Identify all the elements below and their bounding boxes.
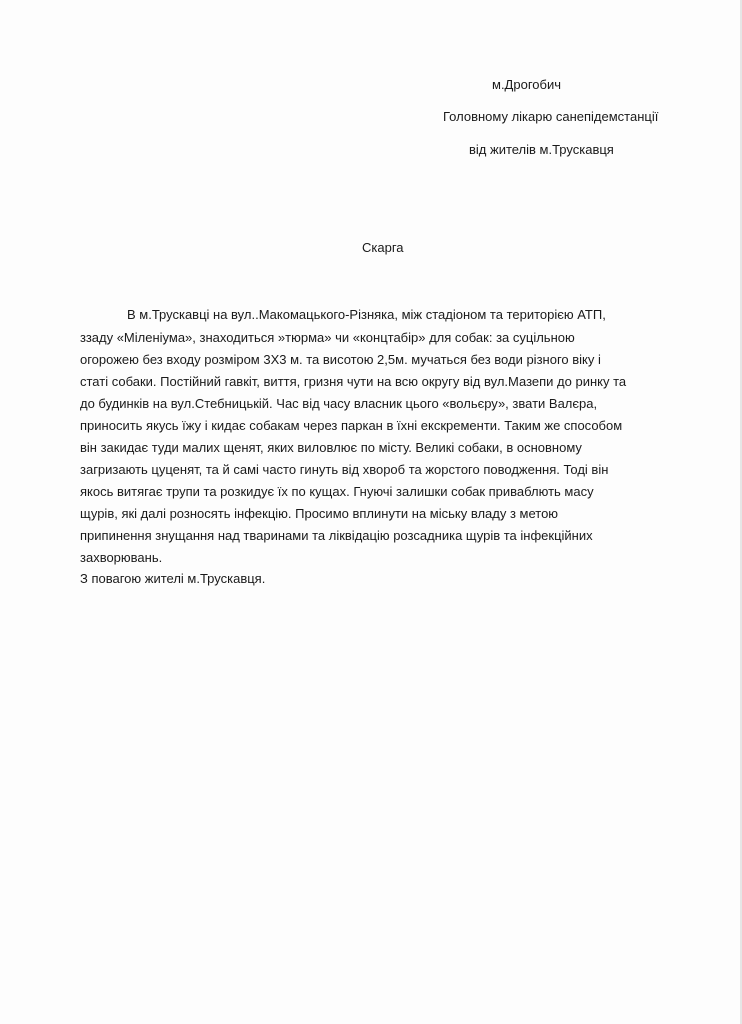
body-line: статі собаки. Постійний гавкіт, виття, гризня чути на всю округу від вул.Мазепи до ринку та (80, 374, 627, 389)
body-line: щурів, які далі розносять інфекцію. Просимо вплинути на міську владу з метою (80, 506, 559, 521)
body-line: він закидає туди малих щенят, яких виловлює по місту. Великі собаки, в основному (80, 440, 582, 455)
body-line: ззаду «Міленіума», знаходиться »тюрма» чи «концтабір» для собак: за суцільною (80, 330, 575, 345)
header-city: м.Дрогобич (492, 77, 561, 92)
header-recipient: Головному лікарю санепідемстанції (443, 109, 659, 124)
body-line: огорожею без входу розміром 3Х3 м. та висотою 2,5м. мучаться без води різного віку і (80, 352, 601, 367)
body-line: В м.Трускавці на вул..Макомацького-Різняка, між стадіоном та територією АТП, (127, 307, 606, 322)
body-line: загризають цуценят, та й самі часто гинуть від хвороб та жорстого поводження. Тоді він (80, 462, 609, 477)
body-line: припинення знущання над тваринами та ліквідацію розсадника щурів та інфекційних (80, 528, 593, 543)
header-sender: від жителів м.Трускавця (469, 142, 614, 157)
signature: З повагою жителі м.Трускавця. (80, 571, 266, 586)
document-title: Скарга (362, 240, 404, 255)
body-line: якось витягає трупи та розкидує їх по кущах. Гнуючі залишки собак приваблють масу (80, 484, 594, 499)
body-line: захворювань. (80, 550, 163, 565)
body-line: до будинків на вул.Стебницькій. Час від часу власник цього «вольєру», звати Валєра, (80, 396, 598, 411)
body-line: приносить якусь їжу і кидає собакам через паркан в їхні екскременти. Таким же способом (80, 418, 623, 433)
